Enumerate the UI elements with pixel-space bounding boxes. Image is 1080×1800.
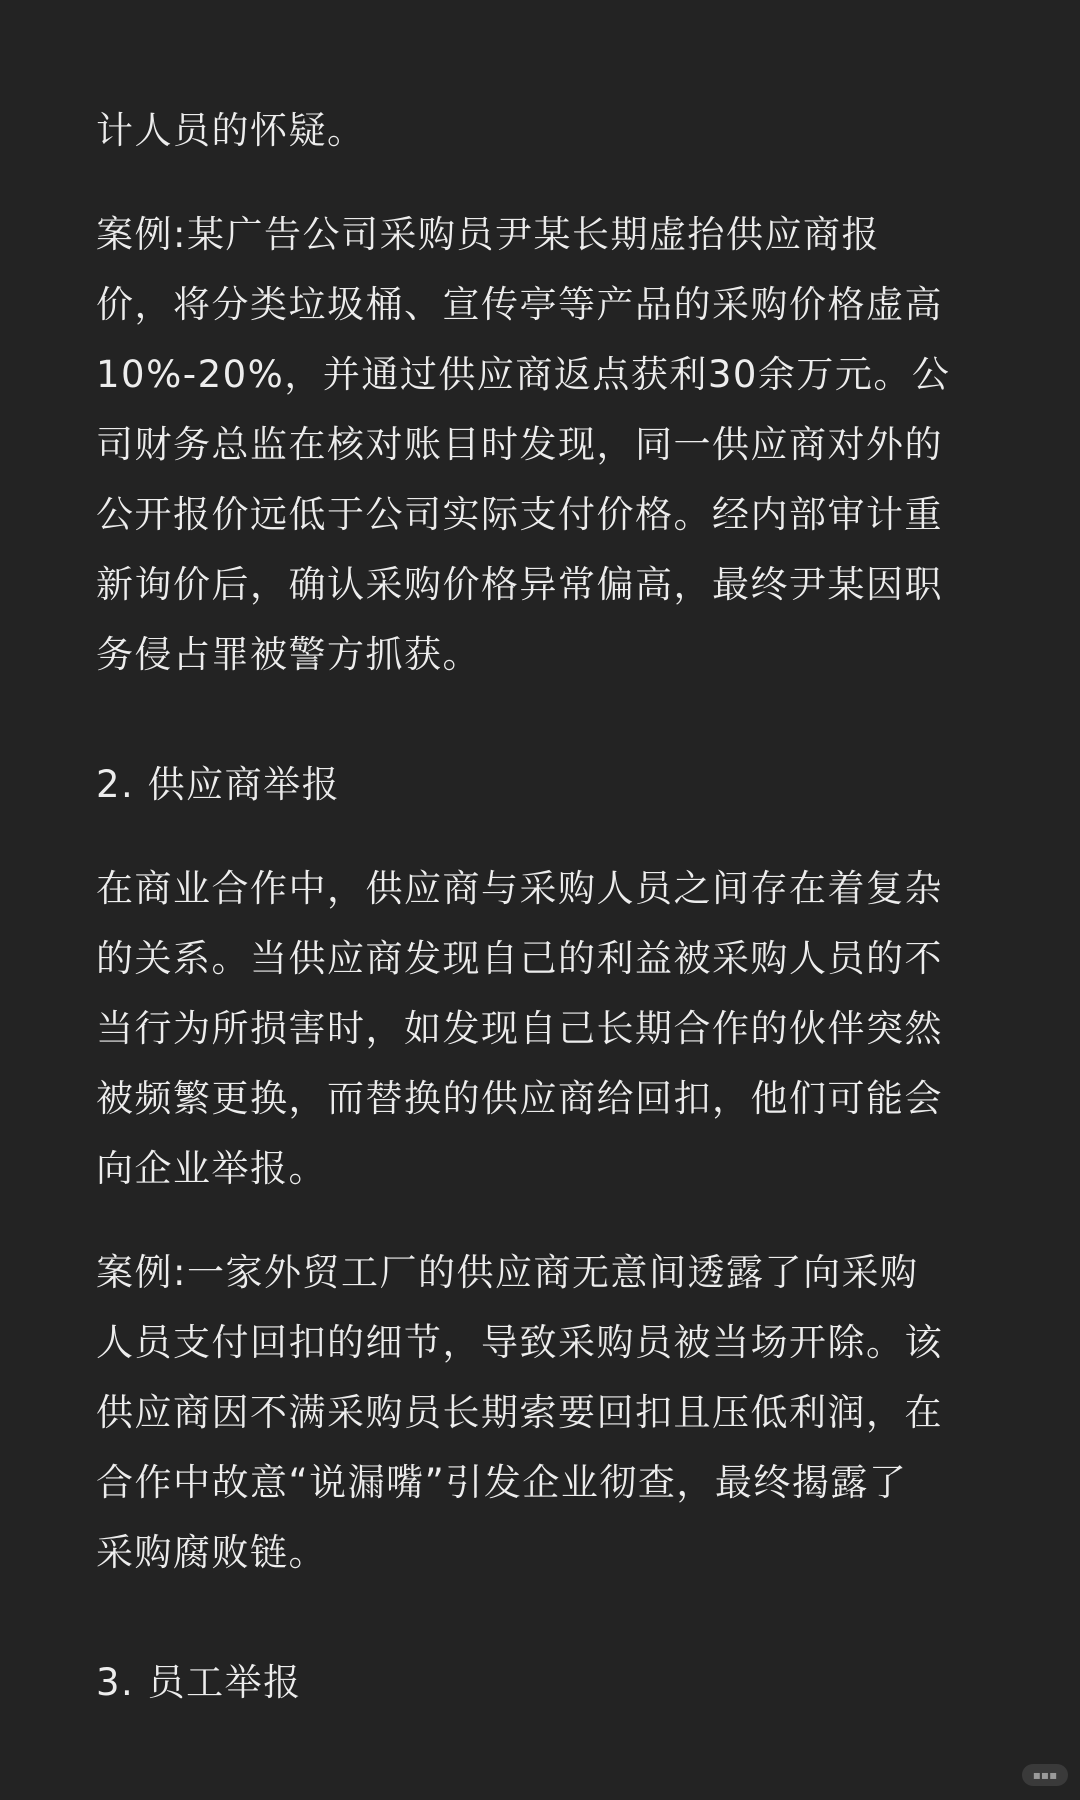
text-line: 合作中故意“说漏嘴”引发企业彻查，最终揭露了 bbox=[96, 1461, 908, 1504]
text-line: 在商业合作中，供应商与采购人员之间存在着复杂 bbox=[96, 867, 943, 910]
section-heading-2: 2. 供应商举报 bbox=[96, 763, 341, 806]
text-line: 司财务总监在核对账目时发现，同一供应商对外的 bbox=[96, 423, 943, 466]
intro-paragraph bbox=[96, 96, 986, 166]
text-line: 人员支付回扣的细节，导致采购员被当场开除。该 bbox=[96, 1321, 943, 1364]
text-line: 被频繁更换，而替换的供应商给回扣，他们可能会 bbox=[96, 1077, 943, 1120]
watermark-logo: ▪▪▪ bbox=[1022, 1764, 1068, 1786]
text-line: 计人员的怀疑。 bbox=[96, 109, 366, 152]
text-line: 当行为所损害时，如发现自己长期合作的伙伴突然 bbox=[96, 1007, 943, 1050]
case-paragraph-1 bbox=[96, 200, 986, 690]
section-heading-3: 3. 员工举报 bbox=[96, 1661, 302, 1704]
text-line: 务侵占罪被警方抓获。 bbox=[96, 633, 481, 676]
text-line: 向企业举报。 bbox=[96, 1147, 327, 1190]
text-line: 公开报价远低于公司实际支付价格。经内部审计重 bbox=[96, 493, 943, 536]
text-line: 案例:某广告公司采购员尹某长期虚抬供应商报 bbox=[96, 213, 880, 256]
text-line: 采购腐败链。 bbox=[96, 1531, 327, 1574]
case-paragraph-2 bbox=[96, 1238, 986, 1588]
text-line: 10%-20%，并通过供应商返点获利30余万元。公 bbox=[96, 353, 951, 396]
text-line: 供应商因不满采购员长期索要回扣且压低利润，在 bbox=[96, 1391, 943, 1434]
text-line: 的关系。当供应商发现自己的利益被采购人员的不 bbox=[96, 937, 943, 980]
text-line: 价，将分类垃圾桶、宣传亭等产品的采购价格虚高 bbox=[96, 283, 943, 326]
text-line: 新询价后，确认采购价格异常偏高，最终尹某因职 bbox=[96, 563, 943, 606]
text-line: 案例:一家外贸工厂的供应商无意间透露了向采购 bbox=[96, 1251, 919, 1294]
supplier-paragraph bbox=[96, 854, 986, 1204]
